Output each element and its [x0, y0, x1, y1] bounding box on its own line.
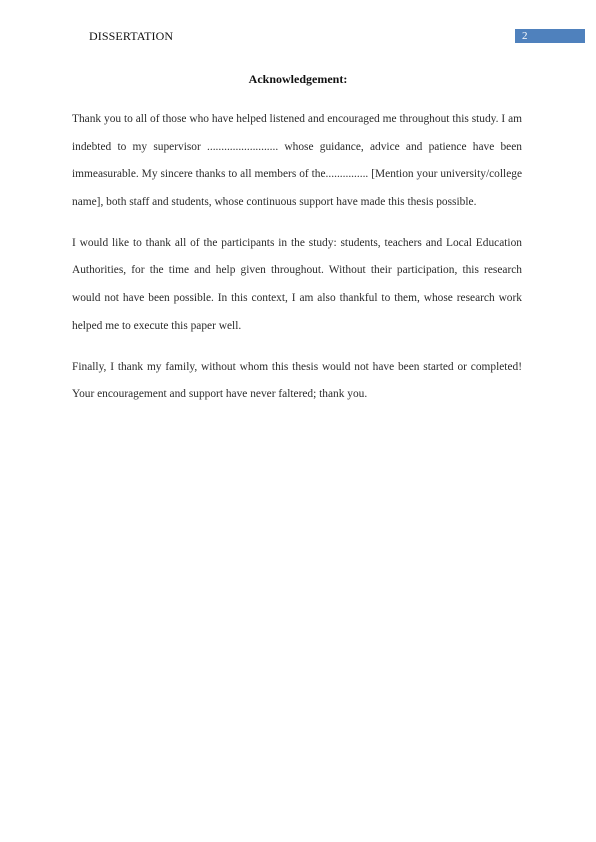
paragraph: Thank you to all of those who have helped listened and encouraged me throughout this study. I am indebted to my supervisor ......................... whose guidance, advice and patience have been immeasurable. My sincere thanks to all members of the............... [Mention your university/college name], both staff and students, whose continuous support have made this thesis possible. [72, 113, 522, 208]
document-body [72, 106, 522, 422]
running-header-title: DISSERTATION [89, 29, 174, 43]
paragraph: I would like to thank all of the participants in the study: students, teachers and Local Education Authorities, for the time and help given throughout. Without their participation, this research would not have been possible. In this context, I am also thankful to them, whose research work helped me to execute this paper well. [72, 236, 522, 332]
page-number: 2 [522, 30, 528, 42]
paragraph: Finally, I thank my family, without whom this thesis would not have been started or completed! Your encouragement and support have never faltered; thank you. [72, 360, 522, 401]
page-number-badge [515, 29, 585, 43]
section-heading: Acknowledgement: [248, 72, 348, 86]
